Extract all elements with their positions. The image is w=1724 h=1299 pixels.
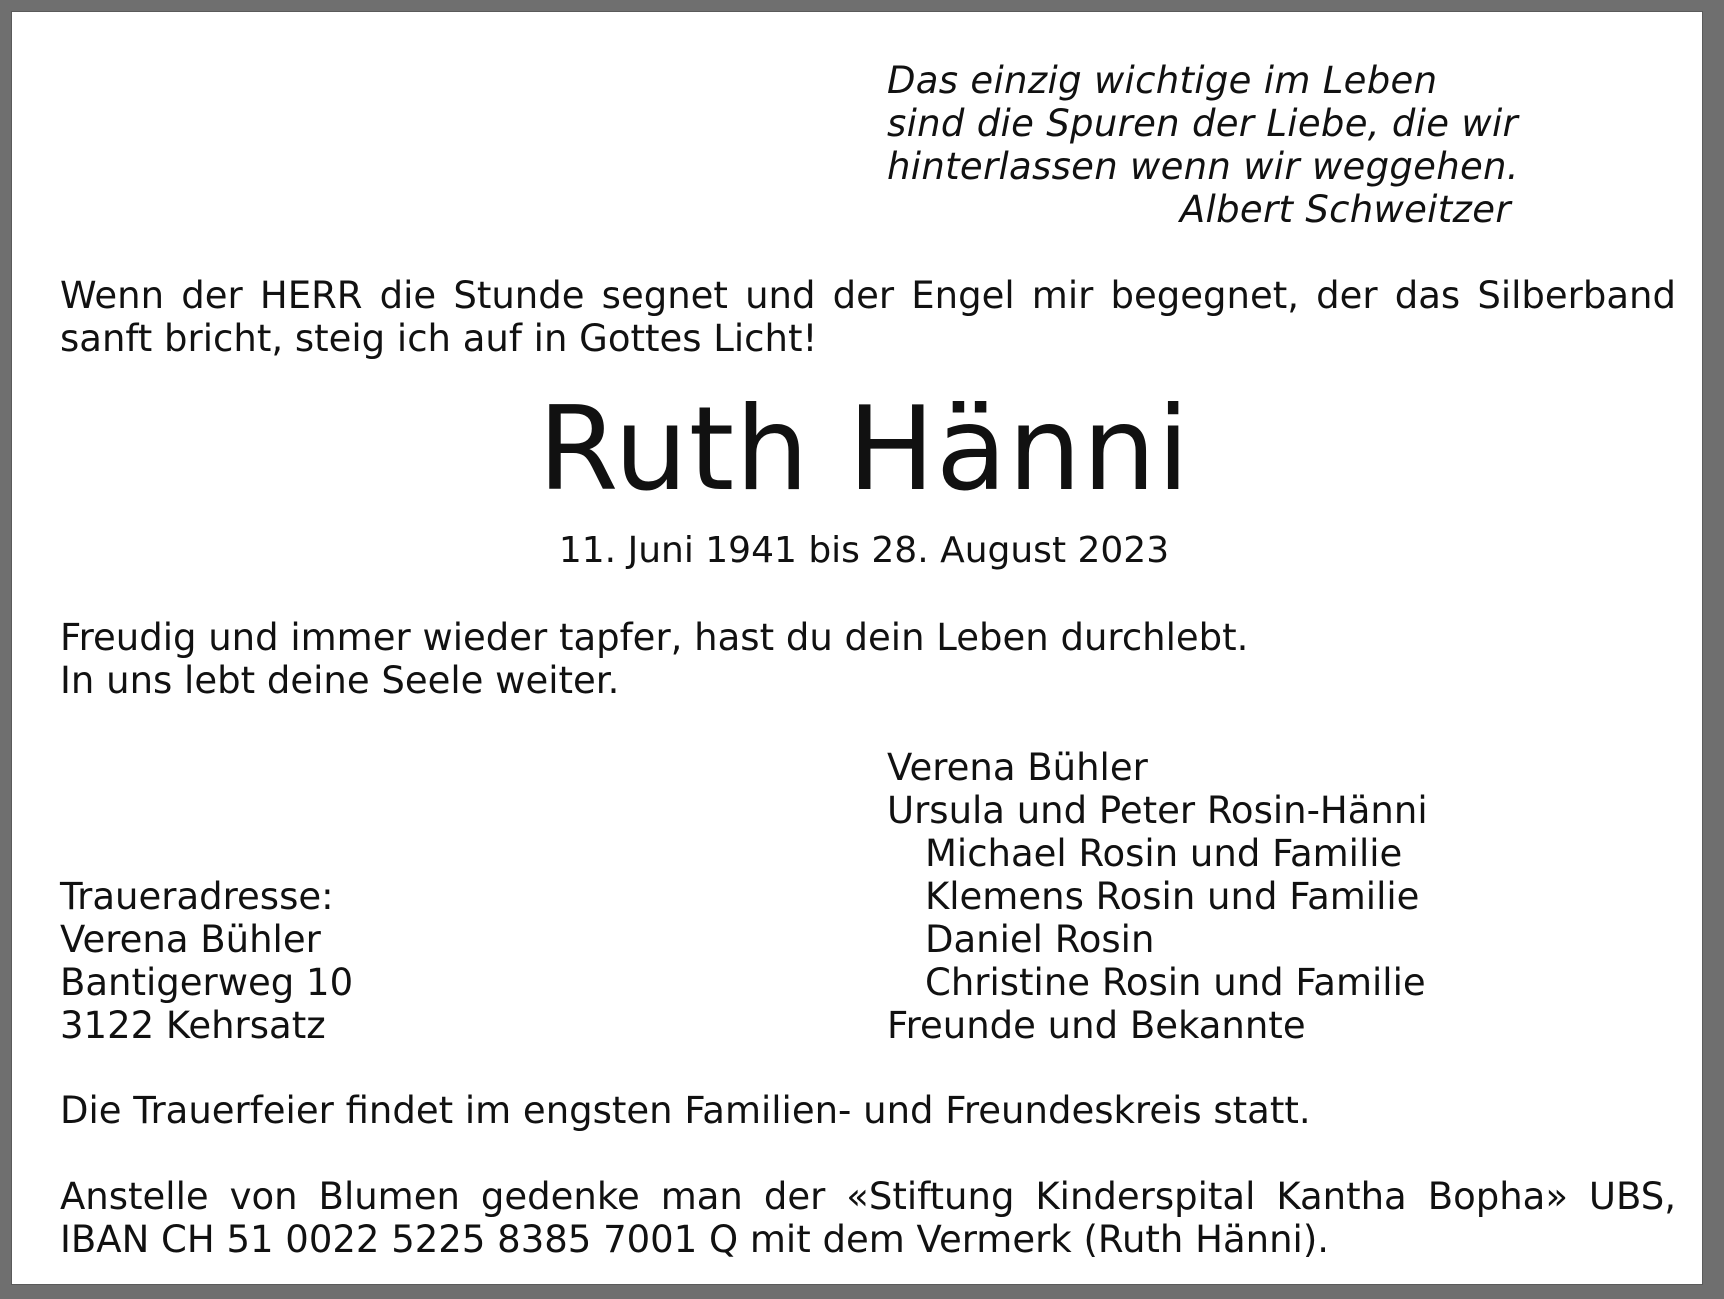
mourner: Michael Rosin und Familie xyxy=(925,832,1403,875)
address-heading: Traueradresse: xyxy=(60,875,334,918)
donation-line: IBAN CH 51 0022 5225 8385 7001 Q mit dem Vermerk (Ruth Hänni). xyxy=(60,1218,1330,1261)
tribute-line: Freudig und immer wieder tapfer, hast du dein Leben durchlebt. xyxy=(60,616,1249,659)
quote-line: hinterlassen wenn wir weggehen. xyxy=(887,145,1519,188)
mourners-list xyxy=(887,746,1428,1047)
mourning-address xyxy=(60,875,353,1047)
ceremony-notice: Die Trauerfeier findet im engsten Familien- und Freundeskreis statt. xyxy=(60,1089,1311,1132)
donation-line: Anstelle von Blumen gedenke man der «Stiftung Kinderspital Kantha Bopha» UBS, xyxy=(60,1175,1676,1218)
address-city: 3122 Kehrsatz xyxy=(60,1004,326,1047)
deceased-name: Ruth Hänni xyxy=(537,382,1191,517)
address-name: Verena Bühler xyxy=(60,918,321,961)
mourner: Freunde und Bekannte xyxy=(887,1004,1306,1047)
life-dates: 11. Juni 1941 bis 28. August 2023 xyxy=(558,530,1170,571)
tribute-text xyxy=(60,616,1248,702)
donation-notice xyxy=(60,1175,1676,1261)
verse-line: Wenn der HERR die Stunde segnet und der Engel mir begegnet, der das Silberband xyxy=(60,274,1676,317)
mourner: Klemens Rosin und Familie xyxy=(925,875,1420,918)
verse xyxy=(60,274,1676,360)
quote-line: Das einzig wichtige im Leben xyxy=(887,59,1438,102)
obituary-page xyxy=(12,12,1702,1284)
quote-author: Albert Schweitzer xyxy=(1179,188,1511,231)
quote-line: sind die Spuren der Liebe, die wir xyxy=(887,102,1519,145)
mourner: Christine Rosin und Familie xyxy=(925,961,1426,1004)
mourner: Daniel Rosin xyxy=(925,918,1155,961)
verse-line: sanft bricht, steig ich auf in Gottes Licht! xyxy=(60,317,818,360)
mourner: Ursula und Peter Rosin-Hänni xyxy=(887,789,1428,832)
mourner: Verena Bühler xyxy=(887,746,1148,789)
tribute-line: In uns lebt deine Seele weiter. xyxy=(60,659,620,702)
address-street: Bantigerweg 10 xyxy=(60,961,354,1004)
epigraph-quote xyxy=(887,59,1519,231)
